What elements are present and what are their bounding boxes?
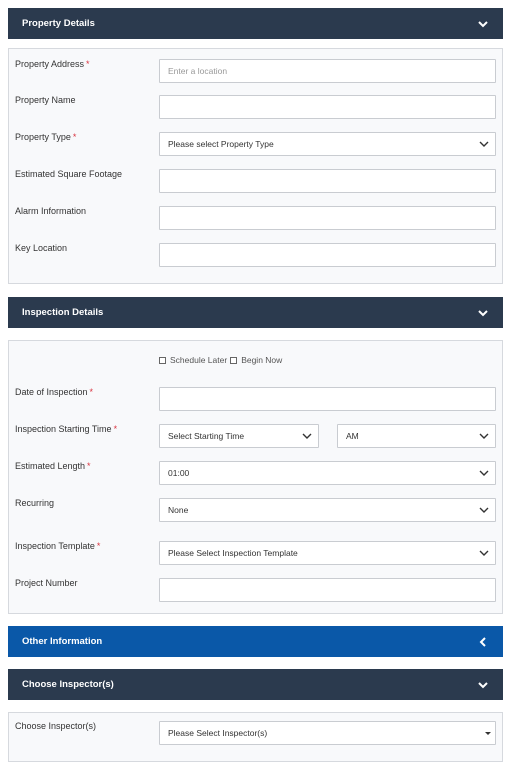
begin-now-label: Begin Now [241, 355, 283, 365]
property-type-value: Please select Property Type [168, 139, 274, 149]
property-address-input[interactable]: Enter a location [159, 59, 496, 83]
chevron-down-icon [479, 549, 489, 557]
length-select[interactable] [159, 461, 496, 485]
key-location-input[interactable] [159, 243, 496, 267]
key-location-label: Key Location [15, 243, 68, 253]
template-value: Please Select Inspection Template [168, 548, 298, 558]
choose-inspectors-label: Choose Inspector(s) [15, 721, 97, 731]
choose-inspectors-header[interactable] [8, 669, 503, 700]
chevron-down-icon [479, 432, 489, 440]
am-pm-value: AM [346, 431, 359, 441]
chevron-left-icon[interactable] [477, 636, 489, 648]
project-number-input[interactable] [159, 578, 496, 602]
inspection-details-header[interactable] [8, 297, 503, 328]
project-number-label: Project Number [15, 578, 78, 588]
recurring-select[interactable] [159, 498, 496, 522]
length-label: Estimated Length [15, 461, 86, 471]
property-type-label: Property Type [15, 132, 71, 142]
inspectors-value: Please Select Inspector(s) [168, 728, 268, 738]
choose-inspectors-panel [8, 712, 503, 762]
chevron-down-icon [479, 506, 489, 514]
inspectors-select[interactable] [159, 721, 496, 745]
property-address-label: Property Address [15, 59, 85, 69]
start-time-value: Select Starting Time [168, 431, 245, 441]
chevron-down-icon[interactable] [477, 18, 489, 30]
start-time-select[interactable] [159, 424, 319, 448]
chevron-down-icon [479, 140, 489, 148]
template-select[interactable] [159, 541, 496, 565]
recurring-label: Recurring [15, 498, 55, 508]
date-label: Date of Inspection [15, 387, 88, 397]
inspection-details-title: Inspection Details [22, 307, 104, 318]
begin-now-checkbox[interactable] [230, 357, 237, 364]
caret-down-icon [485, 732, 491, 735]
schedule-later-checkbox[interactable] [159, 357, 166, 364]
property-details-header[interactable] [8, 8, 503, 39]
required-mark: * [89, 387, 94, 397]
chevron-down-icon [302, 432, 312, 440]
other-information-header[interactable] [8, 626, 503, 657]
chevron-down-icon[interactable] [477, 307, 489, 319]
schedule-later-label: Schedule Later [170, 355, 228, 365]
chevron-down-icon [479, 469, 489, 477]
template-label: Inspection Template [15, 541, 95, 551]
alarm-input[interactable] [159, 206, 496, 230]
start-options [159, 355, 282, 365]
inspection-details-panel [8, 340, 503, 614]
required-mark: * [113, 424, 118, 434]
length-value: 01:00 [168, 468, 190, 478]
recurring-value: None [168, 505, 189, 515]
other-information-title: Other Information [22, 636, 103, 647]
am-pm-select[interactable] [337, 424, 496, 448]
property-type-select[interactable] [159, 132, 496, 156]
sqft-input[interactable] [159, 169, 496, 193]
sqft-label: Estimated Square Footage [15, 169, 123, 179]
start-time-label: Inspection Starting Time [15, 424, 112, 434]
required-mark: * [87, 461, 91, 471]
choose-inspectors-title: Choose Inspector(s) [22, 679, 114, 690]
property-name-label: Property Name [15, 95, 76, 105]
required-mark: * [86, 59, 90, 69]
property-details-panel [8, 48, 503, 284]
property-details-title: Property Details [22, 18, 95, 29]
alarm-label: Alarm Information [15, 206, 87, 216]
date-input[interactable] [159, 387, 496, 411]
required-mark: * [96, 541, 101, 551]
property-name-input[interactable] [159, 95, 496, 119]
required-mark: * [72, 132, 77, 142]
chevron-down-icon[interactable] [477, 679, 489, 691]
